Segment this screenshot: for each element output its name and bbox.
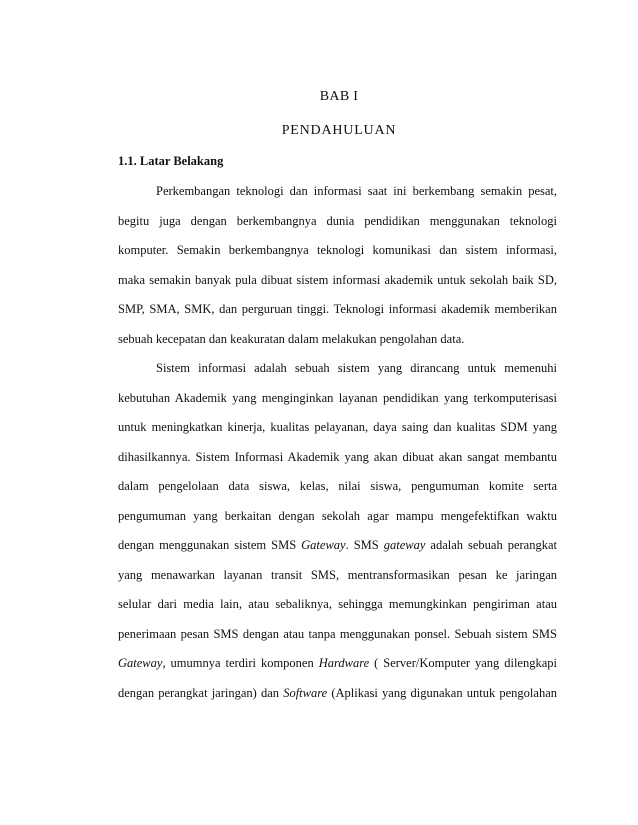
paragraph-line: untuk meningkatkan kinerja, kualitas pelayanan, daya saing dan kualitas SDM yang [118,420,557,434]
text-run: ( Server/Komputer yang dilengkapi [369,656,557,670]
text-run: , umumnya terdiri komponen [162,656,319,670]
paragraph-line: maka semakin banyak pula dibuat sistem informasi akademik untuk sekolah baik SD, [118,272,557,287]
text-run: (Aplikasi yang digunakan untuk pengolahan [327,685,557,700]
italic-term: Software [283,685,328,700]
paragraph-line: begitu juga dengan berkembangnya dunia pendidikan menggunakan teknologi [118,213,557,228]
paragraph-line: selular dari media lain, atau sebaliknya, sehingga memungkinkan pengiriman atau [118,597,557,611]
italic-term: gateway [383,538,426,552]
paragraph-line: yang menawarkan layanan transit SMS, mentransformasikan pesan ke jaringan [118,567,557,582]
paragraph-line: penerimaan pesan SMS dengan atau tanpa menggunakan ponsel. Sebuah sistem SMS [118,626,557,641]
chapter-number: BAB I [319,89,359,104]
paragraph-line [118,649,557,679]
section-heading: 1.1. Latar Belakang [118,154,224,168]
italic-term: Hardware [318,656,370,670]
paragraph-1 [118,177,557,354]
paragraph-line: SMP, SMA, SMK, dan perguruan tinggi. Teknologi informasi akademik memberikan [118,302,557,316]
italic-term: Gateway [118,656,163,670]
paragraph-line: Sistem informasi adalah sebuah sistem yang dirancang untuk memenuhi [156,361,557,375]
text-run: adalah sebuah perangkat [425,538,557,552]
italic-term: Gateway [301,538,346,552]
paragraph-line: kebutuhan Akademik yang menginginkan layanan pendidikan yang terkomputerisasi [118,390,557,405]
text-run: dengan perangkat jaringan) dan [118,685,284,700]
chapter-title: PENDAHULUAN [281,123,397,138]
paragraph-line: komputer. Semakin berkembangnya teknologi komunikasi dan sistem informasi, [118,243,557,257]
text-run: . SMS [345,538,384,552]
text-run: dengan menggunakan sistem SMS [118,538,302,552]
paragraph-line: pengumuman yang berkaitan dengan sekolah agar mampu mengefektifkan waktu [118,508,557,523]
paragraph-line [118,679,557,709]
paragraph-2 [118,354,557,708]
paragraph-line: dalam pengelolaan data siswa, kelas, nilai siswa, pengumuman komite serta [118,479,557,493]
paragraph-line [118,531,557,561]
paragraph-line: sebuah kecepatan dan keakuratan dalam melakukan pengolahan data. [118,331,465,346]
paragraph-line: dihasilkannya. Sistem Informasi Akademik yang akan dibuat akan sangat membantu [118,449,557,464]
paragraph-line: Perkembangan teknologi dan informasi saat ini berkembang semakin pesat, [156,184,557,198]
